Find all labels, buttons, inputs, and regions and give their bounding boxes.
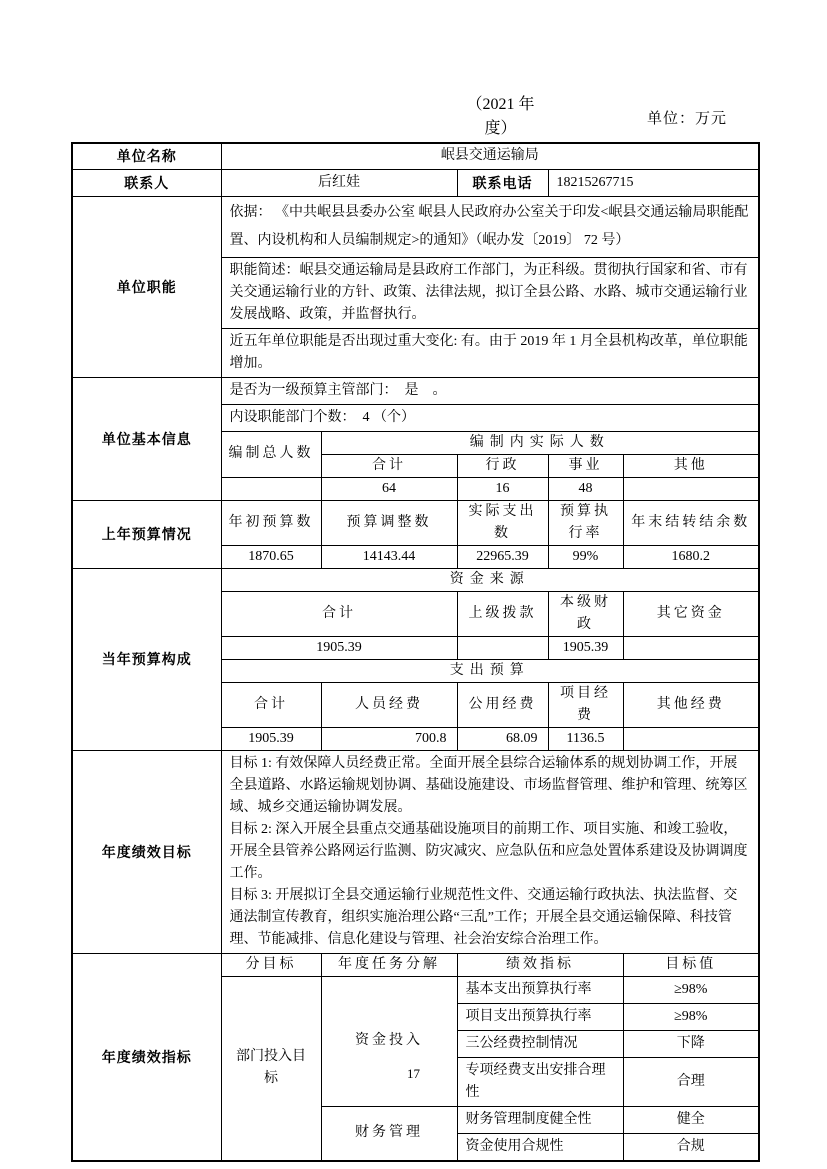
- indicator-name: 三公经费控制情况: [457, 1030, 623, 1057]
- staff-col-total: 合计: [321, 454, 457, 477]
- functions-label: 单位职能: [72, 196, 221, 377]
- prev-budget-v-carryover: 1680.2: [623, 545, 759, 568]
- indicator-target: 下降: [623, 1030, 759, 1057]
- expense-v-personnel: 700.8: [321, 727, 457, 750]
- staff-total-header: 编制总人数: [221, 431, 321, 477]
- contact-label: 联系人: [72, 169, 221, 196]
- prev-budget-h-execution: 预算执行率: [548, 500, 623, 545]
- indicator-name: 资金使用合规性: [457, 1133, 623, 1161]
- goal-1: 目标 1: 有效保障人员经费正常。全面开展全县综合运输体系的规划协调工作，开展全县道路、水路运输规划协调、基础设施建设、市场监督管理、维护和管理、统筹区域、城乡交通运输协调发展。: [229, 755, 748, 815]
- annual-indicators-label: 年度绩效指标: [72, 953, 221, 1161]
- functions-changes: 近五年单位职能是否出现过重大变化: 有。由于 2019 年 1 月全县机构改革，单位职能增加。: [221, 328, 759, 377]
- indicators-task-finance: 财务管理: [321, 1106, 457, 1161]
- expense-h-public: 公用经费: [457, 682, 548, 727]
- report-year-line1: （2021 年: [466, 96, 535, 113]
- staff-value-public: 48: [548, 477, 623, 500]
- staff-actual-header: 编制内实际人数: [321, 431, 759, 454]
- prev-budget-v-actual: 22965.39: [457, 545, 548, 568]
- source-v-local: 1905.39: [548, 636, 623, 659]
- goal-2: 目标 2: 深入开展全县重点交通基础设施项目的前期工作、项目实施、和竣工验收，开展全县管养公路网运行监测、防灾减灾、应急队伍和应急处置体系建设及协调调度工作。: [229, 821, 748, 881]
- indicators-subgoal: 部门投入目标: [221, 976, 321, 1161]
- staff-col-public: 事业: [548, 454, 623, 477]
- indicators-h-target: 目标值: [623, 953, 759, 976]
- prev-budget-v-execution: 99%: [548, 545, 623, 568]
- unit-name-label: 单位名称: [72, 143, 221, 169]
- indicator-name: 项目支出预算执行率: [457, 1003, 623, 1030]
- source-h-local: 本级财政: [548, 591, 623, 636]
- staff-col-admin: 行政: [457, 454, 548, 477]
- indicator-target: ≥98%: [623, 976, 759, 1003]
- expense-h-total: 合计: [221, 682, 321, 727]
- staff-value-other: [623, 477, 759, 500]
- source-h-total: 合计: [221, 591, 457, 636]
- prev-budget-h-actual: 实际支出数: [457, 500, 548, 545]
- prev-budget-h-carryover: 年末结转结余数: [623, 500, 759, 545]
- indicators-task-funding: 资金投入: [321, 976, 457, 1106]
- annual-goals-text: [221, 750, 759, 953]
- prev-budget-v-adjusted: 14143.44: [321, 545, 457, 568]
- expense-v-public: 68.09: [457, 727, 548, 750]
- indicators-h-indicator: 绩效指标: [457, 953, 623, 976]
- page-number: 17: [407, 1066, 420, 1081]
- report-year-line2: 度）: [484, 120, 517, 137]
- contact-phone-label: 联系电话: [457, 169, 548, 196]
- indicator-name: 财务管理制度健全性: [457, 1106, 623, 1133]
- indicator-target: ≥98%: [623, 1003, 759, 1030]
- expense-v-other: [623, 727, 759, 750]
- expense-h-other: 其他经费: [623, 682, 759, 727]
- functions-basis: 依据： 《中共岷县县委办公室 岷县人民政府办公室关于印发<岷县交通运输局职能配置、内设机构和人员编制规定>的通知》（岷办发〔2019〕 72 号）: [221, 196, 759, 257]
- prev-budget-v-initial: 1870.65: [221, 545, 321, 568]
- basic-info-dept-count: 内设职能部门个数： 4 （个）: [221, 404, 759, 431]
- unit-name-value: 岷县交通运输局: [221, 143, 759, 169]
- basic-info-primary-dept: 是否为一级预算主管部门： 是 。: [221, 377, 759, 404]
- source-h-superior: 上级拨款: [457, 591, 548, 636]
- current-budget-label: 当年预算构成: [72, 568, 221, 750]
- expense-v-project: 1136.5: [548, 727, 623, 750]
- source-h-other: 其它资金: [623, 591, 759, 636]
- goal-3: 目标 3: 开展拟订全县交通运输行业规范性文件、交通运输行政执法、执法监督、交通法制宣传教育，组织实施治理公路“三乱”工作；开展全县交通运输保障、科技管理、节能减排、信息化建设与管理、社会治安综合治理工作。: [229, 887, 738, 947]
- indicators-h-subgoal: 分目标: [221, 953, 321, 976]
- contact-phone-value: 18215267715: [548, 169, 759, 196]
- staff-total-value: [221, 477, 321, 500]
- staff-value-admin: 16: [457, 477, 548, 500]
- expense-v-total: 1905.39: [221, 727, 321, 750]
- expense-budget-title: 支出预算: [221, 659, 759, 682]
- performance-report-table: [71, 142, 760, 1162]
- source-v-total: 1905.39: [221, 636, 457, 659]
- staff-col-other: 其他: [623, 454, 759, 477]
- basic-info-label: 单位基本信息: [72, 377, 221, 500]
- indicators-h-task: 年度任务分解: [321, 953, 457, 976]
- funding-source-title: 资金来源: [221, 568, 759, 591]
- source-v-superior: [457, 636, 548, 659]
- currency-unit-label: 单位：万元: [647, 111, 728, 127]
- indicator-target: 合规: [623, 1133, 759, 1161]
- prev-budget-h-adjusted: 预算调整数: [321, 500, 457, 545]
- prev-budget-h-initial: 年初预算数: [221, 500, 321, 545]
- annual-goals-label: 年度绩效目标: [72, 750, 221, 953]
- prev-budget-label: 上年预算情况: [72, 500, 221, 568]
- indicator-name: 基本支出预算执行率: [457, 976, 623, 1003]
- source-v-other: [623, 636, 759, 659]
- functions-summary: 职能简述：岷县交通运输局是县政府工作部门，为正科级。贯彻执行国家和省、市有关交通运输行业的方针、政策、法律法规，拟订全县公路、水路、城市交通运输行业发展战略、政策，并监督执行。: [221, 257, 759, 328]
- contact-name: 后红娃: [221, 169, 457, 196]
- indicator-target: 合理: [623, 1057, 759, 1106]
- expense-h-personnel: 人员经费: [321, 682, 457, 727]
- report-year-title: [428, 93, 573, 141]
- indicator-target: 健全: [623, 1106, 759, 1133]
- staff-value-total: 64: [321, 477, 457, 500]
- indicator-name: 专项经费支出安排合理性: [457, 1057, 623, 1106]
- expense-h-project: 项目经费: [548, 682, 623, 727]
